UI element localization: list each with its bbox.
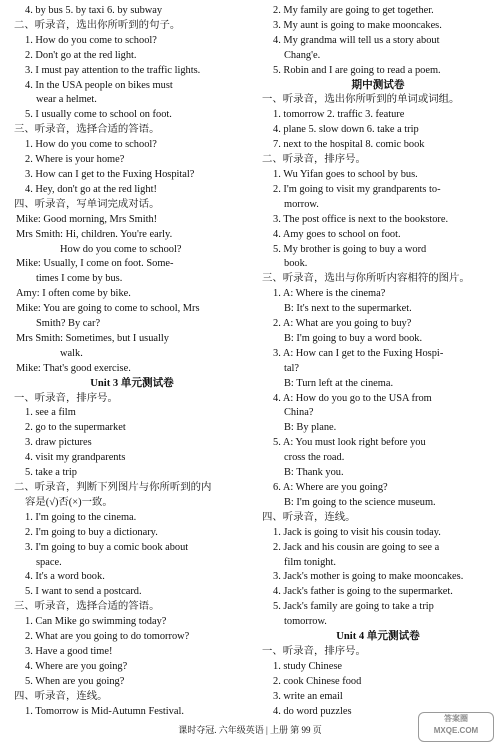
- text-line: China?: [284, 407, 314, 419]
- question-heading: 一、听录音，排序号。: [14, 392, 118, 404]
- text-line: film tonight.: [284, 556, 336, 568]
- text-line: 5. I want to send a postcard.: [25, 586, 142, 598]
- text-line: 4. Where are you going?: [25, 660, 128, 672]
- question-heading: 四、听录音，连线。: [262, 511, 356, 523]
- text-line: 5. I usually come to school on foot.: [25, 109, 172, 121]
- text-line: 2. Don't go at the red light.: [25, 49, 137, 61]
- text-line: 5. When are you going?: [25, 675, 125, 687]
- text-line: How do you come to school?: [60, 243, 182, 255]
- text-line: 2. My family are going to get together.: [273, 5, 434, 16]
- watermark-line2: MXQE.COM: [433, 726, 479, 735]
- text-line: 1. Can Mike go swimming today?: [25, 616, 167, 628]
- text-line: 3. Jack's mother is going to make mooncakes.: [273, 571, 464, 583]
- text-line: 1. A: Where is the cinema?: [273, 288, 386, 300]
- text-line: 2. Where is your home?: [25, 154, 125, 166]
- text-line: 7. next to the hospital 8. comic book: [273, 139, 425, 151]
- text-line: 4. visit my grandparents: [25, 452, 126, 464]
- text-line: 3. A: How can I get to the Fuxing Hospi-: [273, 347, 444, 359]
- text-line: 1. Tomorrow is Mid-Autumn Festival.: [25, 705, 184, 717]
- watermark-logo: [418, 712, 494, 742]
- text-line: 3. draw pictures: [25, 437, 92, 449]
- text-line: 2. Jack and his cousin are going to see a: [273, 541, 440, 553]
- text-line: Mrs Smith: Hi, children. You're early.: [16, 228, 173, 240]
- text-line: 2. go to the supermarket: [25, 422, 126, 434]
- text-line: Chang'e.: [284, 49, 321, 61]
- text-line: 2. cook Chinese food: [273, 675, 362, 687]
- question-heading: 三、听录音，选出与你所听内容相符的图片。: [262, 273, 470, 285]
- text-line: 4. do word puzzles: [273, 705, 352, 717]
- text-line: walk.: [60, 347, 83, 359]
- text-line: 4. by bus 5. by taxi 6. by subway: [25, 5, 163, 16]
- text-line: wear a helmet.: [36, 94, 97, 106]
- question-heading: 三、听录音，选择合适的答语。: [14, 124, 160, 136]
- text-line: B: By plane.: [284, 422, 337, 434]
- text-line: B: It's next to the supermarket.: [284, 303, 412, 315]
- text-line: Amy: I often come by bike.: [16, 288, 131, 300]
- text-line: 4. Jack's father is going to the supermarket.: [273, 586, 453, 598]
- text-line: 1. Jack is going to visit his cousin today.: [273, 526, 441, 538]
- text-line: 3. My aunt is going to make mooncakes.: [273, 19, 442, 31]
- text-line: B: Thank you.: [284, 467, 344, 479]
- text-line: 1. see a film: [25, 407, 76, 419]
- text-line: morrow.: [284, 198, 319, 210]
- text-line: 4. Amy goes to school on foot.: [273, 228, 401, 240]
- right-column: [262, 4, 494, 720]
- text-line: 2. A: What are you going to buy?: [273, 318, 412, 330]
- text-line: 5. My brother is going to buy a word: [273, 243, 427, 255]
- question-heading: 三、听录音，选择合适的答语。: [14, 601, 160, 613]
- text-line: Mike: That's good exercise.: [16, 362, 131, 374]
- text-line: 4. It's a word book.: [25, 571, 105, 583]
- text-line: Smith? By car?: [36, 318, 101, 330]
- text-line: 5. A: You must look right before you: [273, 437, 426, 449]
- text-line: Mike: You are going to come to school, Mrs: [16, 303, 200, 315]
- question-heading: 一、听录音，排序号。: [262, 645, 366, 657]
- question-heading: 二、听录音，判断下列图片与你所听到的内: [14, 482, 212, 493]
- text-line: 3. I'm going to buy a comic book about: [25, 541, 189, 553]
- text-line: 1. Wu Yifan goes to school by bus.: [273, 168, 418, 180]
- text-line: 5. take a trip: [25, 467, 77, 479]
- question-heading: 四、听录音，连线。: [14, 690, 108, 702]
- text-line: tomorrow.: [284, 616, 327, 628]
- question-heading: 二、听录音，选出你所听到的句子。: [14, 19, 181, 31]
- text-line: 4. In the USA people on bikes must: [25, 79, 173, 91]
- text-line: 1. How do you come to school?: [25, 34, 157, 46]
- section-heading: Unit 4 单元测试卷: [336, 631, 420, 643]
- text-line: 3. Have a good time!: [25, 645, 113, 657]
- text-line: 4. My grandma will tell us a story about: [273, 34, 440, 46]
- text-line: tal?: [284, 362, 299, 374]
- text-line: Mrs Smith: Sometimes, but I usually: [16, 332, 169, 344]
- text-line: 2. I'm going to visit my grandparents to-: [273, 183, 441, 195]
- text-line: 1. tomorrow 2. traffic 3. feature: [273, 109, 405, 121]
- text-line: 3. How can I get to the Fuxing Hospital?: [25, 168, 195, 180]
- question-heading: 四、听录音，写单词完成对话。: [14, 198, 160, 210]
- text-line: 3. write an email: [273, 690, 343, 702]
- text-line: 1. How do you come to school?: [25, 139, 157, 151]
- text-line: 4. A: How do you go to the USA from: [273, 392, 432, 404]
- text-line: 3. I must pay attention to the traffic lights.: [25, 64, 201, 76]
- text-line: 1. I'm going to the cinema.: [25, 511, 137, 523]
- text-line: B: Turn left at the cinema.: [284, 377, 394, 389]
- text-line: Mike: Good morning, Mrs Smith!: [16, 213, 158, 225]
- text-line: B: I'm going to the science museum.: [284, 496, 436, 508]
- text-line: 6. A: Where are you going?: [273, 482, 388, 493]
- text-line: B: I'm going to buy a word book.: [284, 332, 423, 344]
- text-line: book.: [284, 258, 308, 270]
- text-line: 3. The post office is next to the bookstore.: [273, 213, 449, 225]
- section-heading: 期中测试卷: [351, 79, 405, 91]
- text-line: times I come by bus.: [36, 273, 123, 285]
- section-heading: Unit 3 单元测试卷: [90, 377, 174, 389]
- text-line: 4. Hey, don't go at the red light!: [25, 183, 157, 195]
- text-line: 2. I'm going to buy a dictionary.: [25, 526, 158, 538]
- watermark-line1: 答案圈: [444, 714, 468, 723]
- text-line: 4. plane 5. slow down 6. take a trip: [273, 124, 419, 136]
- text-line: 2. What are you going to do tomorrow?: [25, 631, 190, 643]
- text-line: 5. Robin and I are going to read a poem.: [273, 64, 441, 76]
- question-heading: 二、听录音，排序号。: [262, 154, 366, 166]
- text-line: cross the road.: [284, 452, 345, 464]
- text-line: 5. Jack's family are going to take a trip: [273, 601, 434, 613]
- question-heading: 一、听录音，选出你所听到的单词或词组。: [262, 94, 460, 106]
- text-line: 容是(√)否(×)一致。: [25, 496, 113, 508]
- text-line: Mike: Usually, I come on foot. Some-: [16, 258, 174, 270]
- text-line: space.: [36, 556, 62, 568]
- left-column: [14, 4, 250, 720]
- footer-text: 课时夺冠. 六年级英语 | 上册 第 99 页: [178, 725, 322, 735]
- text-line: 1. study Chinese: [273, 660, 342, 672]
